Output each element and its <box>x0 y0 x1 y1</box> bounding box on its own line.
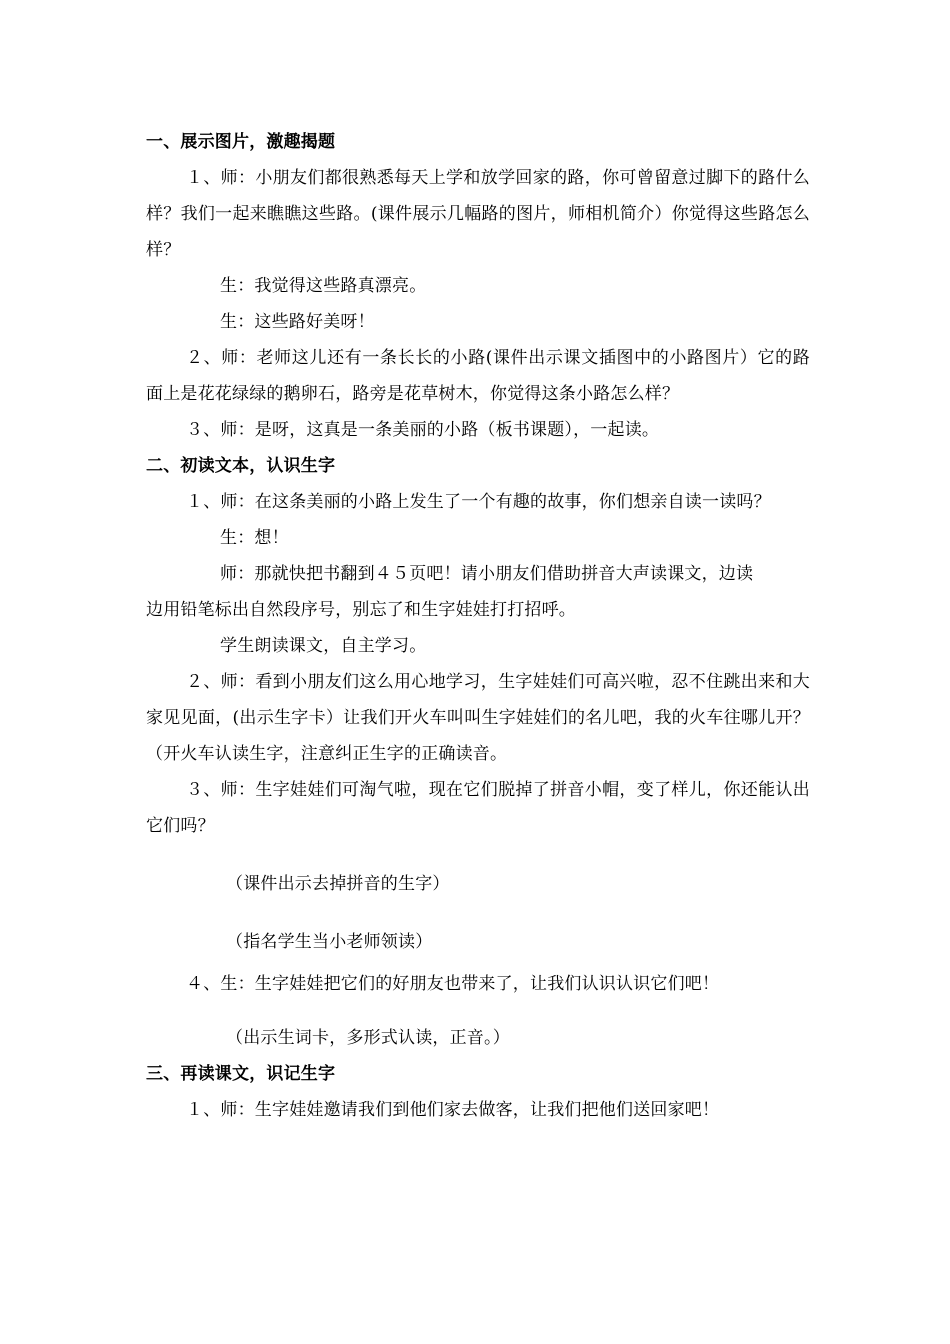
stage-direction: （出示生词卡，多形式认读，正音。） <box>226 1028 510 1048</box>
lesson-plan-body <box>146 124 810 1128</box>
student-reply: 生：我觉得这些路真漂亮。 <box>220 276 427 296</box>
paragraph: １、师：在这条美丽的小路上发生了一个有趣的故事，你们想亲自读一读吗？ <box>186 492 771 512</box>
paragraph: ２、师：看到小朋友们这么用心地学习，生字娃娃们可高兴啦，忍不住跳出来和大家见见面，(出示生字卡）让我们开火车叫叫生字娃娃们的名儿吧，我的火车往哪儿开？（开火车认读生字，注意纠正生字的正确读音。 <box>146 672 810 764</box>
paragraph: ３、师：是呀，这真是一条美丽的小路（板书课题），一起读。 <box>186 420 660 440</box>
section-heading: 二、初读文本，认识生字 <box>146 456 336 476</box>
student-reply: 生：这些路好美呀！ <box>220 312 375 332</box>
student-reply: 生：想！ <box>220 528 289 548</box>
paragraph: ２、师：老师这儿还有一条长长的小路(课件出示课文插图中的小路图片）它的路面上是花花绿绿的鹅卵石，路旁是花草树木，你觉得这条小路怎么样？ <box>146 348 810 404</box>
stage-direction: （指名学生当小老师领读） <box>226 932 433 952</box>
section-heading: 三、再读课文，识记生字 <box>146 1064 336 1084</box>
stage-direction: （课件出示去掉拼音的生字） <box>226 874 450 894</box>
paragraph: ４、生：生字娃娃把它们的好朋友也带来了，让我们认识认识它们吧！ <box>186 974 720 994</box>
teacher-line: 师：那就快把书翻到４５页吧！请小朋友们借助拼音大声读课文，边读 <box>220 564 754 584</box>
paragraph: １、师：生字娃娃邀请我们到他们家去做客，让我们把他们送回家吧！ <box>186 1100 720 1120</box>
paragraph-continuation: 边用铅笔标出自然段序号，别忘了和生字娃娃打打招呼。 <box>146 600 576 620</box>
paragraph: ３、师：生字娃娃们可淘气啦，现在它们脱掉了拼音小帽，变了样儿，你还能认出它们吗？ <box>146 780 810 836</box>
paragraph: １、师：小朋友们都很熟悉每天上学和放学回家的路，你可曾留意过脚下的路什么样？我们一起来瞧瞧这些路。(课件展示几幅路的图片，师相机简介）你觉得这些路怎么样？ <box>146 168 810 260</box>
activity-note: 学生朗读课文，自主学习。 <box>220 636 427 656</box>
section-heading: 一、展示图片，激趣揭题 <box>146 132 336 152</box>
